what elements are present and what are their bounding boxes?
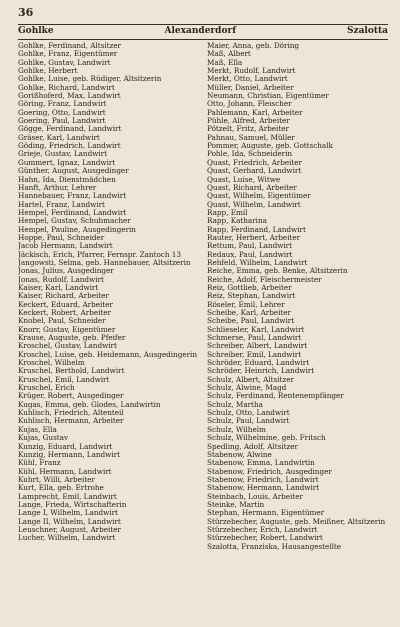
directory-entry: Röseler, Emil, Lehrer [207, 300, 285, 309]
directory-entry: Quast, Friedrich, Arbeiter [207, 158, 302, 167]
directory-entry: Jangowsti, Selma, geb. Hannebauer, Altsitzerin [18, 258, 191, 267]
directory-entry: Lamprecht, Emil, Landwirt [18, 492, 117, 501]
directory-entry: Kruschel, Erich [18, 384, 75, 393]
directory-entry: Schröder, Heinrich, Landwirt [207, 367, 315, 376]
directory-entry: Kroschel, Gustav, Landwirt [18, 342, 117, 351]
directory-entry: Schlieseler, Karl, Landwirt [207, 325, 305, 334]
directory-entry: Stabenow, Friedrich, Ausgedinger [207, 467, 332, 476]
directory-entry: Maß, Ella [207, 58, 243, 67]
directory-entry: Hartel, Franz, Landwirt [18, 200, 105, 209]
directory-entry: Günther, August, Ausgedinger [18, 167, 129, 176]
directory-entry: Quast, Gerhard, Landwirt [207, 167, 302, 176]
directory-entry: Hoppe, Paul, Schneider [18, 233, 105, 242]
directory-entry: Göring, Franz, Landwirt [18, 100, 107, 109]
directory-entry: Schulz, Alwine, Magd [207, 384, 287, 393]
right-column [207, 42, 388, 551]
directory-entry: Kühl, Franz [18, 459, 61, 468]
directory-entry: Reiche, Adolf, Fleischermeister [207, 275, 322, 284]
directory-entry: Scheibe, Karl, Arbeiter [207, 309, 291, 317]
directory-entry: Grieje, Gustav, Landwirt [18, 150, 108, 159]
directory-entry: Kuhrt, Willi, Arbeiter [18, 475, 95, 484]
directory-entry: Stürzebecher, Robert, Landwirt [207, 534, 323, 543]
directory-entry: Kujas, Gustav [18, 434, 69, 443]
directory-entry: Stabenow, Emma, Landwirtin [207, 459, 315, 468]
running-head [18, 26, 388, 38]
directory-entry: Schmerse, Paul, Landwirt [207, 334, 302, 343]
running-head-left: Gohlke [18, 26, 54, 36]
directory-entry: Kunzig, Eduard, Landwirt [18, 442, 113, 451]
directory-entry: Rapp, Ferdinand, Landwirt [207, 225, 306, 234]
directory-entry: Stabenow, Alwine [207, 450, 272, 459]
page-number: 36 [18, 6, 34, 19]
directory-entry: Steinke, Martin [207, 500, 265, 509]
directory-entry: Pahnau, Samuel, Müller [207, 133, 295, 142]
directory-entry: Reiz, Stephan, Landwirt [207, 292, 296, 301]
directory-entry: Kaiser, Richard, Arbeiter [18, 292, 109, 301]
directory-entry: Keckert, Robert, Arbeiter [18, 309, 111, 317]
page-header [18, 6, 388, 22]
directory-entry: Merkt, Rudolf, Landwirt [207, 67, 296, 76]
directory-entry: Gräser, Karl, Landwirt [18, 133, 100, 142]
running-head-rule [18, 39, 388, 40]
directory-entry: Kroschel, Wilhelm [18, 359, 85, 368]
directory-entry: Kroschel, Luise, geb. Heidemann, Ausgedingerin [18, 350, 197, 359]
directory-entry: Merkt, Otto, Landwirt [207, 75, 288, 84]
directory-entry: Maß, Albert [207, 50, 251, 59]
directory-entry: Stürzebecher, Auguste, geb. Meißner, Altsitzerin [207, 517, 386, 526]
directory-entry: Lucher, Wilhelm, Landwirt [18, 534, 116, 543]
directory-entry: Gohlke, Richard, Landwirt [18, 83, 115, 92]
directory-entry: Schulz, Ferdinand, Rentenempfänger [207, 392, 344, 401]
directory-entry: Göding, Friedrich, Landwirt [18, 142, 121, 151]
directory-entry: Kugas, Emma, geb. Glodes, Landwirtin [18, 400, 161, 409]
directory-entry: Hempel, Ferdinand, Landwirt [18, 208, 127, 217]
directory-entry: Rapp, Emil [207, 208, 248, 217]
directory-entry: Hempel, Pauline, Ausgedingerin [18, 225, 136, 234]
directory-entry: Kuhlisch, Hermann, Arbeiter [18, 417, 124, 426]
directory-entry: Rettum, Paul, Landwirt [207, 242, 293, 251]
directory-entry: Schröder, Eduard, Landwirt [207, 359, 310, 368]
directory-entry: Reiche, Emma, geb. Benke, Altsitzerin [207, 267, 348, 276]
directory-entry: Jäckisch, Erich, Pfarrer, Fernspr. Zantoch 13 [18, 250, 181, 259]
directory-entry: Quast, Wilhelm, Eigentümer [207, 192, 311, 201]
directory-entry: Goering, Otto, Landwirt [18, 108, 106, 117]
directory-entry: Gummert, Ignaz, Landwirt [18, 158, 116, 167]
directory-entry: Maier, Anna, geb. Döring [207, 42, 299, 50]
directory-entry: Rehfeld, Wilhelm, Landwirt [207, 258, 308, 267]
directory-entry: Schreiber, Emil, Landwirt [207, 350, 302, 359]
directory-entry: Scheibe, Paul, Landwirt [207, 317, 295, 326]
directory-entry: Gohlke, Franz, Eigentümer [18, 50, 118, 59]
directory-entry: Schulz, Otto, Landwirt [207, 409, 290, 418]
directory-entry: Hannebauer, Franz, Landwirt [18, 192, 127, 201]
directory-entry: Neumann, Christian, Eigentümer [207, 92, 329, 101]
directory-entry: Müller, Daniel, Arbeiter [207, 83, 294, 92]
directory-entry: Hanft, Arthur, Lehrer [18, 183, 97, 192]
directory-entry: Jacob Hermann, Landwirt [18, 242, 113, 251]
directory-entry: Gorißhoferd, Max, Landwirt [18, 92, 121, 101]
directory-entry: Schulz, Wilhelmine, geb. Fritsch [207, 434, 326, 443]
directory-entry: Knobel, Paul, Schneider [18, 317, 106, 326]
directory-entry: Pohle, Ida, Schneiderin [207, 150, 293, 159]
directory-entry: Goering, Paul, Landwirt [18, 117, 106, 126]
directory-entry: Pommer, Auguste, geb. Gottschalk [207, 142, 333, 151]
directory-entry: Lange II, Wilhelm, Landwirt [18, 517, 121, 526]
header-rule [18, 24, 388, 25]
directory-entry: Schulz, Wilhelm [207, 425, 266, 434]
directory-entry: Keckert, Eduard, Arbeiter [18, 300, 113, 309]
directory-entry: Kruschel, Berthold, Landwirt [18, 367, 125, 376]
directory-entry: Pahlemann, Karl, Arbeiter [207, 108, 303, 117]
directory-entry: Schulz, Martha [207, 400, 263, 409]
directory-entry: Leuschner, August, Arbeiter [18, 525, 121, 534]
directory-entry: Krüger, Robert, Ausgedinger [18, 392, 124, 401]
entry-columns [18, 42, 388, 551]
directory-entry: Hempel, Gustav, Schuhmacher [18, 217, 131, 226]
directory-entry: Spedling, Adolf, Altsitzer [207, 442, 298, 451]
directory-entry: Stabenow, Friedrich, Landwirt [207, 475, 319, 484]
directory-entry: Hahn, Ida, Dienstmädchen [18, 175, 116, 184]
directory-entry: Kujas, Ella [18, 425, 57, 434]
directory-entry: Lange, Frieda, Wirtschafterin [18, 500, 127, 509]
directory-entry: Stürzebecher, Erich, Landwirt [207, 525, 318, 534]
directory-entry: Reiz, Gottlieb, Arbeiter [207, 283, 292, 292]
left-column [18, 42, 199, 551]
running-head-center: Alexanderdorf [164, 26, 237, 36]
directory-entry: Jonas, Julius, Ausgedinger [18, 267, 114, 276]
directory-entry: Quast, Wilhelm, Landwirt [207, 200, 301, 209]
directory-entry: Gohlke, Ferdinand, Altsitzer [18, 42, 121, 50]
directory-entry: Kurt, Ella, geb. Ertrohe [18, 484, 104, 493]
directory-entry: Szalotta, Franziska, Hausangestellte [207, 542, 342, 551]
directory-entry: Kunzig, Hermann, Landwirt [18, 450, 120, 459]
running-head-right: Szalotta [346, 26, 388, 36]
directory-entry: Stabenow, Hermann, Landwirt [207, 484, 320, 493]
directory-entry: Gohlke, Herbert [18, 67, 78, 76]
directory-entry: Quast, Luise, Witwe [207, 175, 281, 184]
directory-entry: Rauter, Herbert, Arbeiter [207, 233, 301, 242]
directory-entry: Kühl, Hermann, Landwirt [18, 467, 112, 476]
directory-entry: Pötzelt, Fritz, Arbeiter [207, 125, 289, 134]
directory-entry: Gohlke, Gustav, Landwirt [18, 58, 111, 67]
directory-entry: Lange I, Wilhelm, Landwirt [18, 509, 118, 518]
directory-entry: Pühle, Alfred, Arbeiter [207, 117, 290, 126]
directory-entry: Gohlke, Luise, geb. Rüdiger, Altsitzerin [18, 75, 162, 84]
directory-entry: Schreiber, Albert, Landwirt [207, 342, 308, 351]
directory-entry: Kaiser, Karl, Landwirt [18, 283, 99, 292]
directory-entry: Otto, Johann, Fleischer [207, 100, 292, 109]
directory-entry: Schulz, Paul, Landwirt [207, 417, 290, 426]
directory-entry: Jonas, Rudolf, Landwirt [18, 275, 104, 284]
directory-entry: Gögge, Ferdinand, Landwirt [18, 125, 122, 134]
directory-entry: Kuhlisch, Friedrich, Altenteil [18, 409, 124, 418]
directory-entry: Steinbach, Louis, Arbeiter [207, 492, 303, 501]
directory-entry: Redaux, Paul, Landwirt [207, 250, 293, 259]
directory-entry: Stephan, Hermann, Eigentümer [207, 509, 325, 518]
directory-entry: Krause, Auguste, geb. Pfeifer [18, 334, 126, 343]
directory-entry: Quast, Richard, Arbeiter [207, 183, 297, 192]
directory-entry: Kruschel, Emil, Landwirt [18, 375, 110, 384]
directory-entry: Schulz, Albert, Altsitzer [207, 375, 294, 384]
directory-entry: Knorr, Gustav, Eigentümer [18, 325, 116, 334]
directory-entry: Rapp, Katharina [207, 217, 267, 226]
